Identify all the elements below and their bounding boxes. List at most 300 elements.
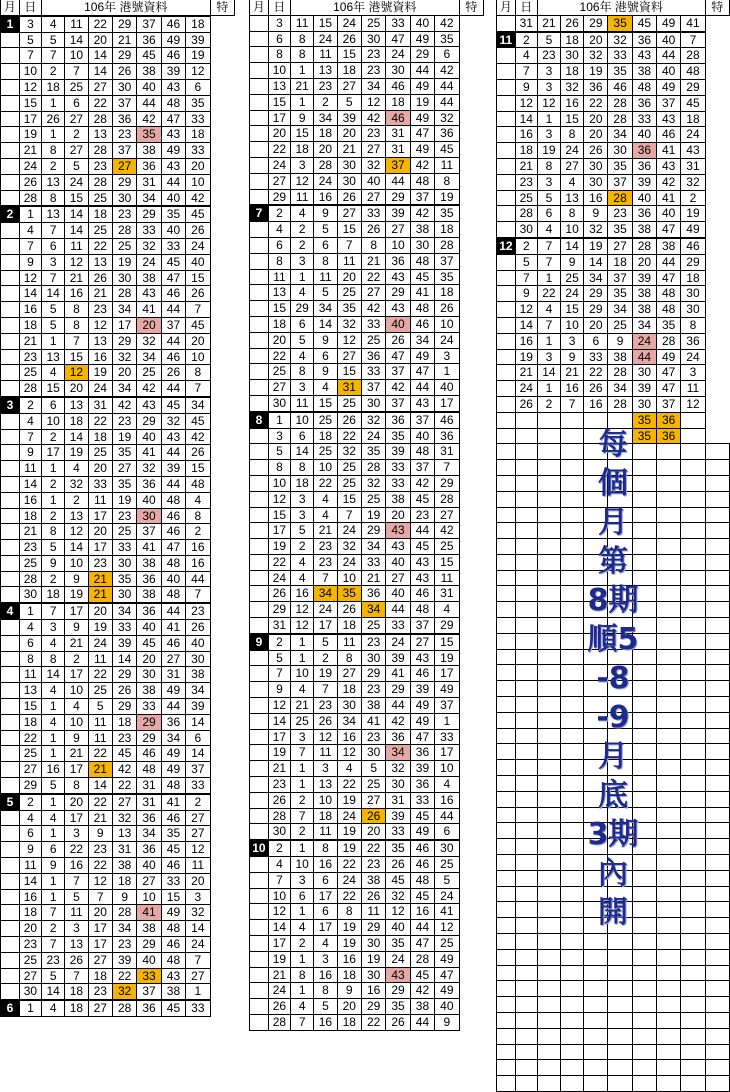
table-row: [1, 317, 235, 333]
month-cell: [1, 952, 20, 968]
number-cell: 33: [137, 968, 161, 984]
number-cell: 34: [337, 713, 361, 729]
day-cell: 18: [515, 143, 537, 159]
number-cell: 46: [410, 316, 434, 332]
number-cell: 32: [361, 412, 385, 428]
day-cell: 10: [19, 64, 41, 80]
special-number-cell: 47: [435, 967, 459, 983]
number-cell: 28: [632, 238, 656, 254]
month-cell: 5: [1, 794, 20, 810]
number-cell: 27: [386, 222, 410, 238]
number-cell: 4: [42, 1000, 65, 1016]
number-cell: 7: [42, 905, 65, 921]
number-cell: 35: [608, 15, 632, 31]
month-cell: [1, 79, 20, 95]
number-cell: 24: [337, 872, 361, 888]
special-number-cell: 33: [186, 111, 210, 127]
table-row: [1, 508, 235, 524]
number-cell: 9: [314, 332, 337, 348]
month-cell: [250, 967, 269, 983]
number-cell: 1: [42, 333, 65, 349]
month-cell: 10: [250, 840, 269, 856]
table-row: [250, 222, 484, 238]
table-row: [497, 365, 730, 381]
table-row: [1, 95, 235, 111]
special-number-cell: 17: [435, 666, 459, 682]
number-cell: 29: [361, 523, 385, 539]
number-cell: 49: [657, 15, 681, 31]
number-cell: 21: [112, 32, 136, 48]
number-cell: 34: [112, 921, 136, 937]
empty-cell: [584, 1028, 608, 1044]
number-cell: 38: [410, 999, 434, 1015]
empty-cell: [632, 981, 656, 997]
empty-cell: [632, 1060, 656, 1076]
number-cell: 8: [42, 524, 65, 540]
special-number-cell: 27: [435, 507, 459, 523]
table-row: [1, 873, 235, 889]
number-cell: 32: [65, 476, 88, 492]
number-cell: 36: [386, 729, 410, 745]
special-number-cell: 30: [186, 651, 210, 667]
number-cell: 7: [42, 937, 65, 953]
number-cell: 22: [584, 365, 608, 381]
number-cell: 36: [137, 571, 161, 587]
table-row: [250, 110, 484, 126]
empty-cell: [681, 1044, 705, 1060]
table-row: [1, 778, 235, 794]
number-cell: 35: [386, 428, 410, 444]
special-number-cell: 15: [186, 461, 210, 477]
empty-cell: [608, 1013, 632, 1029]
empty-cell: [537, 1044, 560, 1060]
number-cell: 31: [386, 142, 410, 158]
special-number-cell: 46: [681, 238, 705, 254]
number-cell: 23: [314, 698, 337, 714]
number-cell: 40: [386, 586, 410, 602]
month-cell: [1, 190, 20, 206]
special-number-cell: 11: [435, 570, 459, 586]
special-number-cell: 49: [435, 682, 459, 698]
number-cell: 25: [361, 332, 385, 348]
number-cell: 45: [161, 842, 185, 858]
table-row: [1, 381, 235, 397]
number-cell: 25: [88, 445, 112, 461]
special-number-cell: 7: [435, 460, 459, 476]
number-cell: 19: [314, 666, 337, 682]
empty-cell: [705, 949, 729, 965]
empty-cell: [608, 997, 632, 1013]
number-cell: 18: [42, 587, 65, 603]
number-cell: 33: [161, 238, 185, 254]
note-char: 個: [598, 466, 628, 501]
number-cell: 48: [161, 95, 185, 111]
day-cell: 21: [19, 143, 41, 159]
day-cell: 8: [268, 253, 290, 269]
number-cell: 43: [657, 111, 681, 127]
table-row: [1, 952, 235, 968]
number-cell: 42: [361, 110, 385, 126]
number-cell: 19: [65, 587, 88, 603]
empty-cell: [705, 981, 729, 997]
number-cell: 36: [632, 206, 656, 222]
number-cell: 16: [314, 1015, 337, 1031]
number-cell: 18: [608, 254, 632, 270]
number-cell: 28: [410, 951, 434, 967]
month-cell: [1, 365, 20, 381]
number-cell: 11: [337, 253, 361, 269]
special-number-cell: 18: [681, 111, 705, 127]
number-cell: 16: [88, 349, 112, 365]
number-cell: 29: [584, 302, 608, 318]
day-cell: 14: [268, 920, 290, 936]
number-cell: 37: [608, 270, 632, 286]
number-cell: 45: [161, 1000, 185, 1016]
day-cell: 16: [19, 302, 41, 318]
number-cell: 13: [42, 349, 65, 365]
number-cell: 35: [657, 317, 681, 333]
number-cell: 23: [361, 634, 385, 650]
table-row: [1, 365, 235, 381]
number-cell: 24: [386, 634, 410, 650]
special-number-cell: 9: [435, 1015, 459, 1031]
number-cell: 46: [386, 110, 410, 126]
number-cell: 34: [608, 381, 632, 397]
day-cell: 25: [19, 555, 41, 571]
number-cell: 20: [584, 127, 608, 143]
day-cell: 1: [268, 412, 290, 428]
month-cell: [250, 586, 269, 602]
day-cell: 30: [515, 222, 537, 238]
table-row: [250, 237, 484, 253]
number-cell: 2: [65, 492, 88, 508]
day-cell: 24: [268, 983, 290, 999]
month-cell: [250, 285, 269, 301]
number-cell: 32: [112, 984, 136, 1000]
table-row: [1, 429, 235, 445]
table-row: [250, 1015, 484, 1031]
number-cell: 30: [386, 777, 410, 793]
month-cell: [250, 380, 269, 396]
number-cell: 34: [112, 603, 136, 619]
day-cell: 18: [19, 317, 41, 333]
number-cell: 47: [410, 936, 434, 952]
number-cell: 46: [410, 586, 434, 602]
special-number-cell: 35: [186, 95, 210, 111]
number-cell: 14: [314, 316, 337, 332]
day-cell: 7: [268, 666, 290, 682]
month-cell: [250, 142, 269, 158]
table-row: [1, 254, 235, 270]
number-cell: 33: [386, 460, 410, 476]
number-cell: 44: [161, 302, 185, 318]
empty-cell: [584, 1060, 608, 1076]
special-number-cell: 20: [186, 333, 210, 349]
number-cell: 45: [410, 491, 434, 507]
table-row: [250, 698, 484, 714]
special-number-cell: 8: [186, 365, 210, 381]
empty-cell: [632, 1044, 656, 1060]
special-number-cell: 10: [186, 174, 210, 190]
number-cell: 22: [361, 269, 385, 285]
number-cell: 38: [386, 491, 410, 507]
number-cell: 7: [88, 889, 112, 905]
special-number-cell: 20: [186, 873, 210, 889]
number-cell: 9: [314, 205, 337, 221]
number-cell: 48: [657, 286, 681, 302]
empty-cell: [632, 1028, 656, 1044]
number-cell: 18: [337, 1015, 361, 1031]
number-cell: 21: [88, 762, 112, 778]
table-row: [250, 491, 484, 507]
number-cell: 28: [88, 174, 112, 190]
number-cell: 34: [608, 302, 632, 318]
month-cell: [250, 713, 269, 729]
table-row: [1, 79, 235, 95]
number-cell: 4: [291, 554, 314, 570]
special-number-cell: 45: [186, 206, 210, 222]
special-number-cell: 18: [186, 16, 210, 32]
number-cell: 34: [137, 349, 161, 365]
number-cell: 35: [337, 586, 361, 602]
number-cell: 43: [137, 286, 161, 302]
number-cell: 26: [337, 412, 361, 428]
day-cell: 2: [515, 32, 537, 48]
month-cell: [250, 460, 269, 476]
number-cell: 32: [137, 238, 161, 254]
day-cell: 16: [515, 127, 537, 143]
number-cell: 19: [88, 365, 112, 381]
number-cell: 38: [361, 872, 385, 888]
special-number-cell: 24: [435, 332, 459, 348]
day-cell: 12: [515, 95, 537, 111]
empty-cell: [681, 965, 705, 981]
table-row: [1, 349, 235, 365]
number-cell: 15: [337, 222, 361, 238]
special-number-cell: 26: [186, 445, 210, 461]
day-cell: 19: [515, 349, 537, 365]
month-cell: [1, 683, 20, 699]
special-number-cell: 36: [435, 126, 459, 142]
special-number-cell: 48: [186, 476, 210, 492]
number-cell: 46: [161, 349, 185, 365]
number-cell: 6: [584, 333, 608, 349]
number-cell: 4: [314, 507, 337, 523]
number-cell: 21: [88, 286, 112, 302]
table-row: [250, 824, 484, 840]
number-cell: 21: [314, 523, 337, 539]
number-cell: 12: [361, 94, 385, 110]
number-cell: 26: [386, 857, 410, 873]
number-cell: 36: [386, 253, 410, 269]
empty-cell: [515, 997, 537, 1013]
table-row: [1, 524, 235, 540]
special-number-cell: 45: [681, 95, 705, 111]
special-number-cell: 6: [435, 824, 459, 840]
number-cell: 13: [65, 397, 88, 413]
special-number-cell: 42: [435, 63, 459, 79]
number-cell: 38: [361, 698, 385, 714]
empty-cell: [515, 934, 537, 950]
empty-cell: [657, 981, 681, 997]
number-cell: 9: [561, 254, 584, 270]
month-cell: [497, 174, 516, 190]
note-char: 底: [598, 778, 628, 813]
number-cell: 31: [112, 842, 136, 858]
table-row: [250, 936, 484, 952]
month-cell: [497, 48, 516, 64]
table-row: [1, 190, 235, 206]
month-cell: [1, 571, 20, 587]
empty-cell: [705, 1076, 729, 1092]
number-cell: 25: [88, 683, 112, 699]
number-cell: 30: [137, 508, 161, 524]
number-cell: 31: [137, 174, 161, 190]
number-cell: 25: [337, 475, 361, 491]
number-cell: 18: [112, 873, 136, 889]
number-cell: 8: [42, 143, 65, 159]
number-cell: 21: [361, 253, 385, 269]
number-cell: 11: [291, 15, 314, 31]
month-cell: [497, 286, 516, 302]
number-cell: 17: [314, 888, 337, 904]
day-cell: 30: [19, 984, 41, 1000]
number-cell: 43: [410, 395, 434, 411]
number-cell: 32: [337, 444, 361, 460]
month-cell: [250, 428, 269, 444]
number-cell: 2: [291, 539, 314, 555]
number-cell: 48: [410, 301, 434, 317]
empty-cell: [705, 1044, 729, 1060]
number-cell: 23: [361, 682, 385, 698]
number-cell: 44: [161, 603, 185, 619]
table-row: [250, 840, 484, 856]
month-cell: [250, 539, 269, 555]
day-cell: 2: [268, 634, 290, 650]
number-cell: 3: [537, 349, 560, 365]
table-row: [250, 792, 484, 808]
special-number-cell: 26: [186, 223, 210, 239]
number-cell: 26: [337, 31, 361, 47]
month-cell: [250, 554, 269, 570]
number-cell: 41: [361, 713, 385, 729]
number-cell: 23: [410, 507, 434, 523]
special-number-cell: 33: [186, 778, 210, 794]
number-cell: 7: [314, 682, 337, 698]
number-cell: 1: [42, 826, 65, 842]
special-number-cell: 7: [186, 302, 210, 318]
number-cell: 8: [561, 127, 584, 143]
table-row: [1, 16, 235, 32]
empty-cell: [608, 934, 632, 950]
number-cell: 19: [337, 824, 361, 840]
table-row: [250, 920, 484, 936]
number-cell: 32: [608, 32, 632, 48]
number-cell: 37: [410, 189, 434, 205]
number-cell: 4: [42, 683, 65, 699]
number-cell: 47: [161, 111, 185, 127]
number-cell: 37: [361, 380, 385, 396]
number-cell: 18: [291, 142, 314, 158]
number-cell: 6: [42, 397, 65, 413]
number-cell: 37: [410, 460, 434, 476]
table-row: [1, 603, 235, 619]
number-cell: 30: [361, 745, 385, 761]
table-row: [250, 157, 484, 173]
day-cell: 23: [19, 349, 41, 365]
day-cell: 7: [19, 429, 41, 445]
number-cell: 48: [161, 778, 185, 794]
number-cell: 38: [632, 286, 656, 302]
number-cell: 26: [386, 1015, 410, 1031]
month-cell: [250, 904, 269, 920]
table-row: [1, 445, 235, 461]
number-cell: 14: [88, 64, 112, 80]
month-cell: [1, 540, 20, 556]
month-cell: [1, 889, 20, 905]
number-cell: 1: [537, 111, 560, 127]
month-cell: [497, 349, 516, 365]
special-number-cell: 2: [186, 524, 210, 540]
special-number-cell: 34: [186, 683, 210, 699]
number-cell: 20: [337, 126, 361, 142]
number-cell: 13: [314, 63, 337, 79]
number-cell: 38: [657, 238, 681, 254]
table-row: [1, 984, 235, 1000]
month-cell: [250, 110, 269, 126]
day-cell: 20: [268, 332, 290, 348]
month-cell: [497, 302, 516, 318]
table-row: [1, 889, 235, 905]
number-cell: 22: [88, 794, 112, 810]
month-cell: [1, 667, 20, 683]
table-row: [497, 270, 730, 286]
month-cell: [250, 682, 269, 698]
special-number-cell: 37: [435, 698, 459, 714]
special-number-cell: 48: [681, 64, 705, 80]
number-cell: 19: [584, 238, 608, 254]
number-cell: 35: [608, 158, 632, 174]
number-cell: 21: [88, 571, 112, 587]
day-cell: 7: [19, 48, 41, 64]
number-cell: 23: [42, 952, 65, 968]
month-cell: [250, 507, 269, 523]
special-number-cell: 12: [681, 396, 705, 412]
day-cell: 4: [268, 222, 290, 238]
number-cell: 20: [337, 269, 361, 285]
empty-row: [497, 997, 730, 1013]
number-cell: 10: [65, 683, 88, 699]
number-cell: 35: [608, 64, 632, 80]
table-row: [250, 523, 484, 539]
special-number-cell: 40: [435, 999, 459, 1015]
special-number-cell: 11: [435, 157, 459, 173]
special-number-cell: 41: [681, 15, 705, 31]
number-cell: 18: [88, 206, 112, 222]
table-row: [1, 48, 235, 64]
day-cell: 9: [515, 286, 537, 302]
number-cell: 41: [137, 302, 161, 318]
empty-cell: [584, 1013, 608, 1029]
number-cell: 46: [161, 810, 185, 826]
number-cell: 6: [42, 238, 65, 254]
number-cell: 36: [137, 603, 161, 619]
table-row: [250, 666, 484, 682]
special-number-cell: 19: [186, 48, 210, 64]
day-cell: 28: [19, 571, 41, 587]
number-cell: 21: [88, 587, 112, 603]
number-cell: 13: [42, 174, 65, 190]
